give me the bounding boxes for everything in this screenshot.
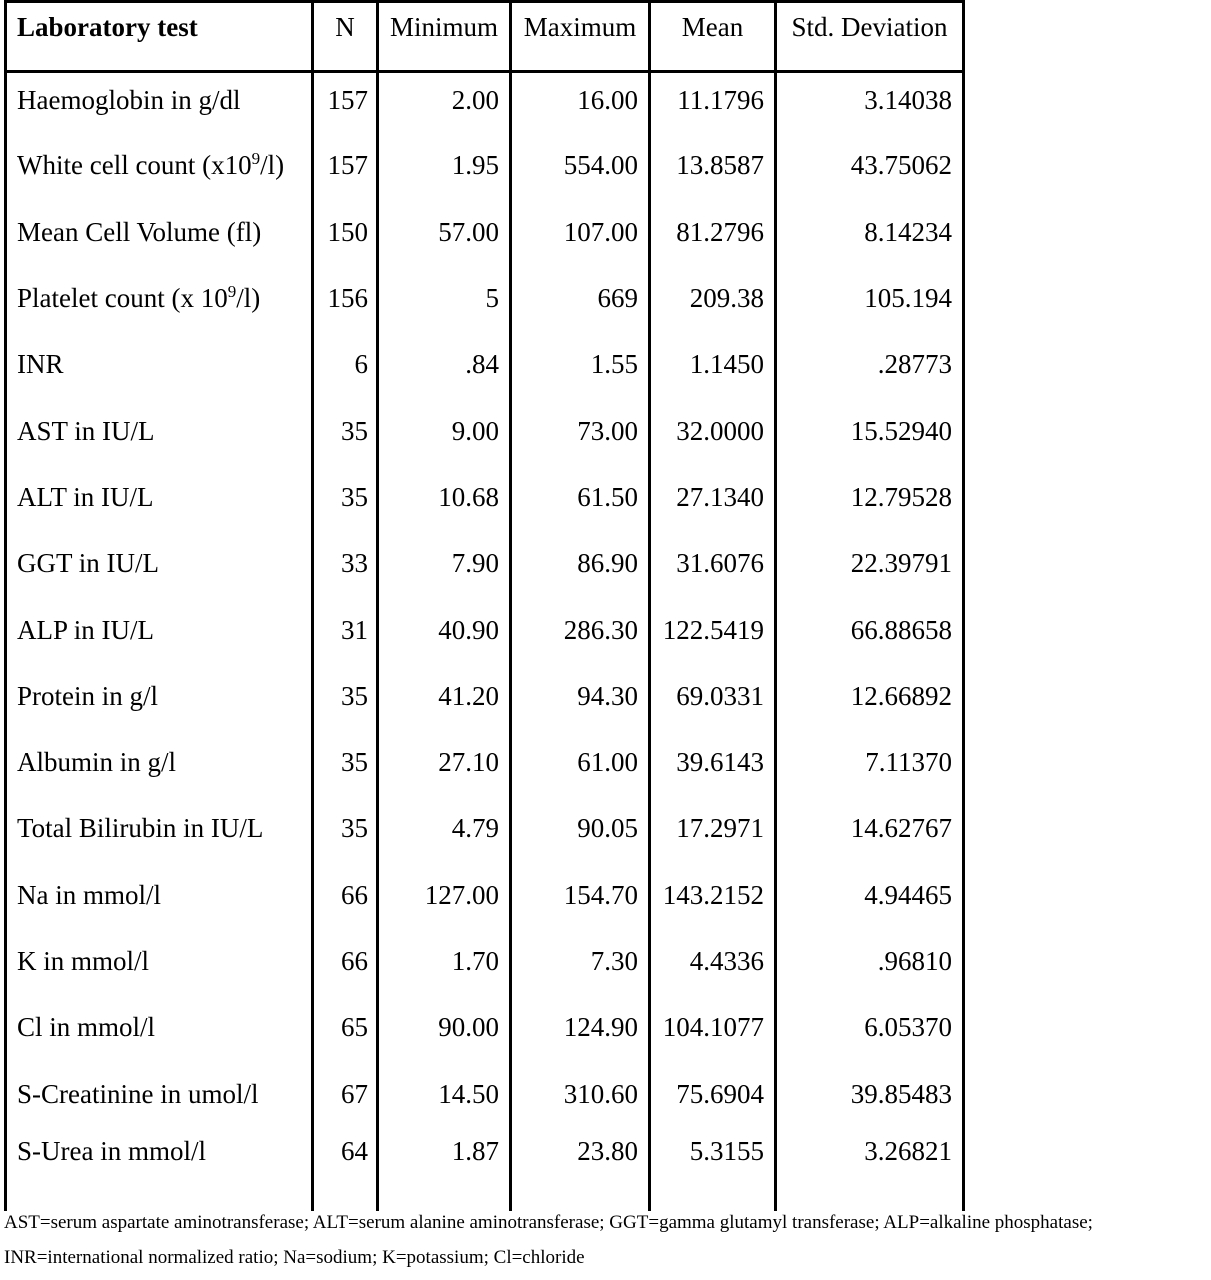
- cell-std-deviation: 3.14038: [776, 72, 964, 138]
- cell-maximum: 310.60: [511, 1066, 650, 1132]
- table-row: [6, 933, 964, 999]
- cell-n: 64: [313, 1132, 378, 1211]
- cell-laboratory-test: [6, 1000, 313, 1066]
- cell-std-deviation: 15.52940: [776, 403, 964, 469]
- test-name: ALP in IU/L: [17, 614, 154, 645]
- cell-maximum: 73.00: [511, 403, 650, 469]
- header-laboratory-test: Laboratory test: [6, 2, 313, 72]
- table-row: [6, 403, 964, 469]
- header-std-deviation: Std. Deviation: [776, 2, 964, 72]
- table-row: [6, 801, 964, 867]
- cell-std-deviation: 3.26821: [776, 1132, 964, 1211]
- test-name: Total Bilirubin in IU/L: [17, 813, 264, 844]
- cell-n: 33: [313, 536, 378, 602]
- cell-minimum: 27.10: [378, 734, 511, 800]
- test-name: Haemoglobin in g/dl: [17, 84, 241, 115]
- test-name: Mean Cell Volume (fl): [17, 216, 262, 247]
- cell-mean: 122.5419: [650, 602, 776, 668]
- cell-laboratory-test: [6, 72, 313, 138]
- cell-n: 65: [313, 1000, 378, 1066]
- test-name: Albumin in g/l: [17, 747, 177, 778]
- cell-maximum: 90.05: [511, 801, 650, 867]
- cell-n: 156: [313, 270, 378, 336]
- cell-n: 67: [313, 1066, 378, 1132]
- cell-maximum: 94.30: [511, 668, 650, 734]
- cell-laboratory-test: [6, 469, 313, 535]
- cell-maximum: 7.30: [511, 933, 650, 999]
- cell-mean: 209.38: [650, 270, 776, 336]
- cell-n: 150: [313, 204, 378, 270]
- cell-maximum: 554.00: [511, 138, 650, 204]
- cell-std-deviation: .28773: [776, 337, 964, 403]
- header-mean: Mean: [650, 2, 776, 72]
- cell-laboratory-test: [6, 536, 313, 602]
- cell-std-deviation: 8.14234: [776, 204, 964, 270]
- cell-mean: 27.1340: [650, 469, 776, 535]
- cell-mean: 69.0331: [650, 668, 776, 734]
- cell-mean: 4.4336: [650, 933, 776, 999]
- cell-minimum: 41.20: [378, 668, 511, 734]
- cell-maximum: 124.90: [511, 1000, 650, 1066]
- table-row: [6, 602, 964, 668]
- cell-minimum: 14.50: [378, 1066, 511, 1132]
- cell-maximum: 669: [511, 270, 650, 336]
- cell-mean: 31.6076: [650, 536, 776, 602]
- cell-minimum: 9.00: [378, 403, 511, 469]
- cell-std-deviation: 105.194: [776, 270, 964, 336]
- table-row: [6, 668, 964, 734]
- cell-n: 35: [313, 469, 378, 535]
- cell-maximum: 61.50: [511, 469, 650, 535]
- cell-std-deviation: 43.75062: [776, 138, 964, 204]
- cell-n: 66: [313, 933, 378, 999]
- cell-laboratory-test: [6, 867, 313, 933]
- cell-minimum: 4.79: [378, 801, 511, 867]
- cell-maximum: 61.00: [511, 734, 650, 800]
- cell-minimum: 40.90: [378, 602, 511, 668]
- footnote-line-2: INR=international normalized ratio; Na=sodium; K=potassium; Cl=chloride: [4, 1247, 585, 1268]
- table-row: [6, 204, 964, 270]
- cell-laboratory-test: [6, 204, 313, 270]
- table-row: [6, 469, 964, 535]
- cell-std-deviation: 12.79528: [776, 469, 964, 535]
- cell-mean: 143.2152: [650, 867, 776, 933]
- header-minimum: Minimum: [378, 2, 511, 72]
- cell-mean: 11.1796: [650, 72, 776, 138]
- header-n: N: [313, 2, 378, 72]
- table-header-row: [6, 2, 964, 72]
- cell-minimum: 10.68: [378, 469, 511, 535]
- cell-minimum: 1.87: [378, 1132, 511, 1211]
- table-row: [6, 1000, 964, 1066]
- cell-laboratory-test: [6, 933, 313, 999]
- table-row: [6, 138, 964, 204]
- cell-maximum: 16.00: [511, 72, 650, 138]
- cell-mean: 75.6904: [650, 1066, 776, 1132]
- test-name: Protein in g/l: [17, 680, 158, 711]
- cell-std-deviation: 12.66892: [776, 668, 964, 734]
- cell-minimum: 7.90: [378, 536, 511, 602]
- cell-mean: 13.8587: [650, 138, 776, 204]
- table-row: [6, 536, 964, 602]
- cell-maximum: 154.70: [511, 867, 650, 933]
- lab-results-table-container: [4, 0, 962, 1205]
- test-name: Platelet count (x 10: [17, 283, 228, 314]
- cell-n: 35: [313, 403, 378, 469]
- cell-std-deviation: 6.05370: [776, 1000, 964, 1066]
- table-footnote: [4, 1205, 1209, 1275]
- test-name: S-Creatinine in umol/l: [17, 1078, 259, 1109]
- cell-n: 35: [313, 801, 378, 867]
- cell-laboratory-test: [6, 337, 313, 403]
- cell-n: 157: [313, 138, 378, 204]
- cell-std-deviation: 14.62767: [776, 801, 964, 867]
- test-name: GGT in IU/L: [17, 548, 159, 579]
- cell-n: 35: [313, 668, 378, 734]
- cell-n: 66: [313, 867, 378, 933]
- header-maximum: Maximum: [511, 2, 650, 72]
- cell-laboratory-test: [6, 1132, 313, 1211]
- cell-std-deviation: .96810: [776, 933, 964, 999]
- cell-minimum: 57.00: [378, 204, 511, 270]
- table-row: [6, 270, 964, 336]
- table-row: [6, 1066, 964, 1132]
- cell-mean: 32.0000: [650, 403, 776, 469]
- cell-minimum: 90.00: [378, 1000, 511, 1066]
- cell-std-deviation: 39.85483: [776, 1066, 964, 1132]
- cell-mean: 81.2796: [650, 204, 776, 270]
- cell-laboratory-test: [6, 1066, 313, 1132]
- test-name: ALT in IU/L: [17, 481, 154, 512]
- cell-n: 31: [313, 602, 378, 668]
- cell-std-deviation: 7.11370: [776, 734, 964, 800]
- cell-std-deviation: 22.39791: [776, 536, 964, 602]
- cell-laboratory-test: [6, 801, 313, 867]
- cell-maximum: 23.80: [511, 1132, 650, 1211]
- cell-std-deviation: 66.88658: [776, 602, 964, 668]
- table-row: [6, 72, 964, 138]
- test-name-superscript: 9: [251, 149, 261, 169]
- cell-mean: 1.1450: [650, 337, 776, 403]
- cell-minimum: 2.00: [378, 72, 511, 138]
- footnote-line-1: AST=serum aspartate aminotransferase; ALT=serum alanine aminotransferase; GGT=gamma glutamyl transferase; ALP=alkaline phosphatase;: [4, 1212, 1093, 1233]
- cell-laboratory-test: [6, 602, 313, 668]
- cell-laboratory-test: [6, 138, 313, 204]
- cell-maximum: 1.55: [511, 337, 650, 403]
- test-name-superscript: 9: [227, 282, 237, 302]
- test-name: White cell count (x10: [17, 150, 252, 181]
- test-name: Cl in mmol/l: [17, 1012, 156, 1043]
- cell-mean: 17.2971: [650, 801, 776, 867]
- cell-mean: 39.6143: [650, 734, 776, 800]
- cell-maximum: 286.30: [511, 602, 650, 668]
- table-body: [6, 72, 964, 1212]
- test-name: AST in IU/L: [17, 415, 155, 446]
- cell-mean: 104.1077: [650, 1000, 776, 1066]
- cell-n: 6: [313, 337, 378, 403]
- table-row: [6, 867, 964, 933]
- table-row: [6, 337, 964, 403]
- cell-laboratory-test: [6, 668, 313, 734]
- test-name: S-Urea in mmol/l: [17, 1136, 206, 1167]
- cell-laboratory-test: [6, 270, 313, 336]
- cell-mean: 5.3155: [650, 1132, 776, 1211]
- cell-n: 35: [313, 734, 378, 800]
- cell-maximum: 107.00: [511, 204, 650, 270]
- lab-results-table: [4, 0, 965, 1211]
- test-name-suffix: /l): [260, 150, 285, 181]
- test-name-suffix: /l): [236, 283, 261, 314]
- cell-minimum: .84: [378, 337, 511, 403]
- cell-minimum: 1.70: [378, 933, 511, 999]
- cell-laboratory-test: [6, 734, 313, 800]
- table-row: [6, 734, 964, 800]
- cell-laboratory-test: [6, 403, 313, 469]
- cell-minimum: 127.00: [378, 867, 511, 933]
- cell-minimum: 5: [378, 270, 511, 336]
- cell-std-deviation: 4.94465: [776, 867, 964, 933]
- cell-maximum: 86.90: [511, 536, 650, 602]
- test-name: INR: [17, 349, 64, 380]
- cell-n: 157: [313, 72, 378, 138]
- test-name: Na in mmol/l: [17, 879, 161, 910]
- table-row: [6, 1132, 964, 1211]
- test-name: K in mmol/l: [17, 946, 150, 976]
- cell-minimum: 1.95: [378, 138, 511, 204]
